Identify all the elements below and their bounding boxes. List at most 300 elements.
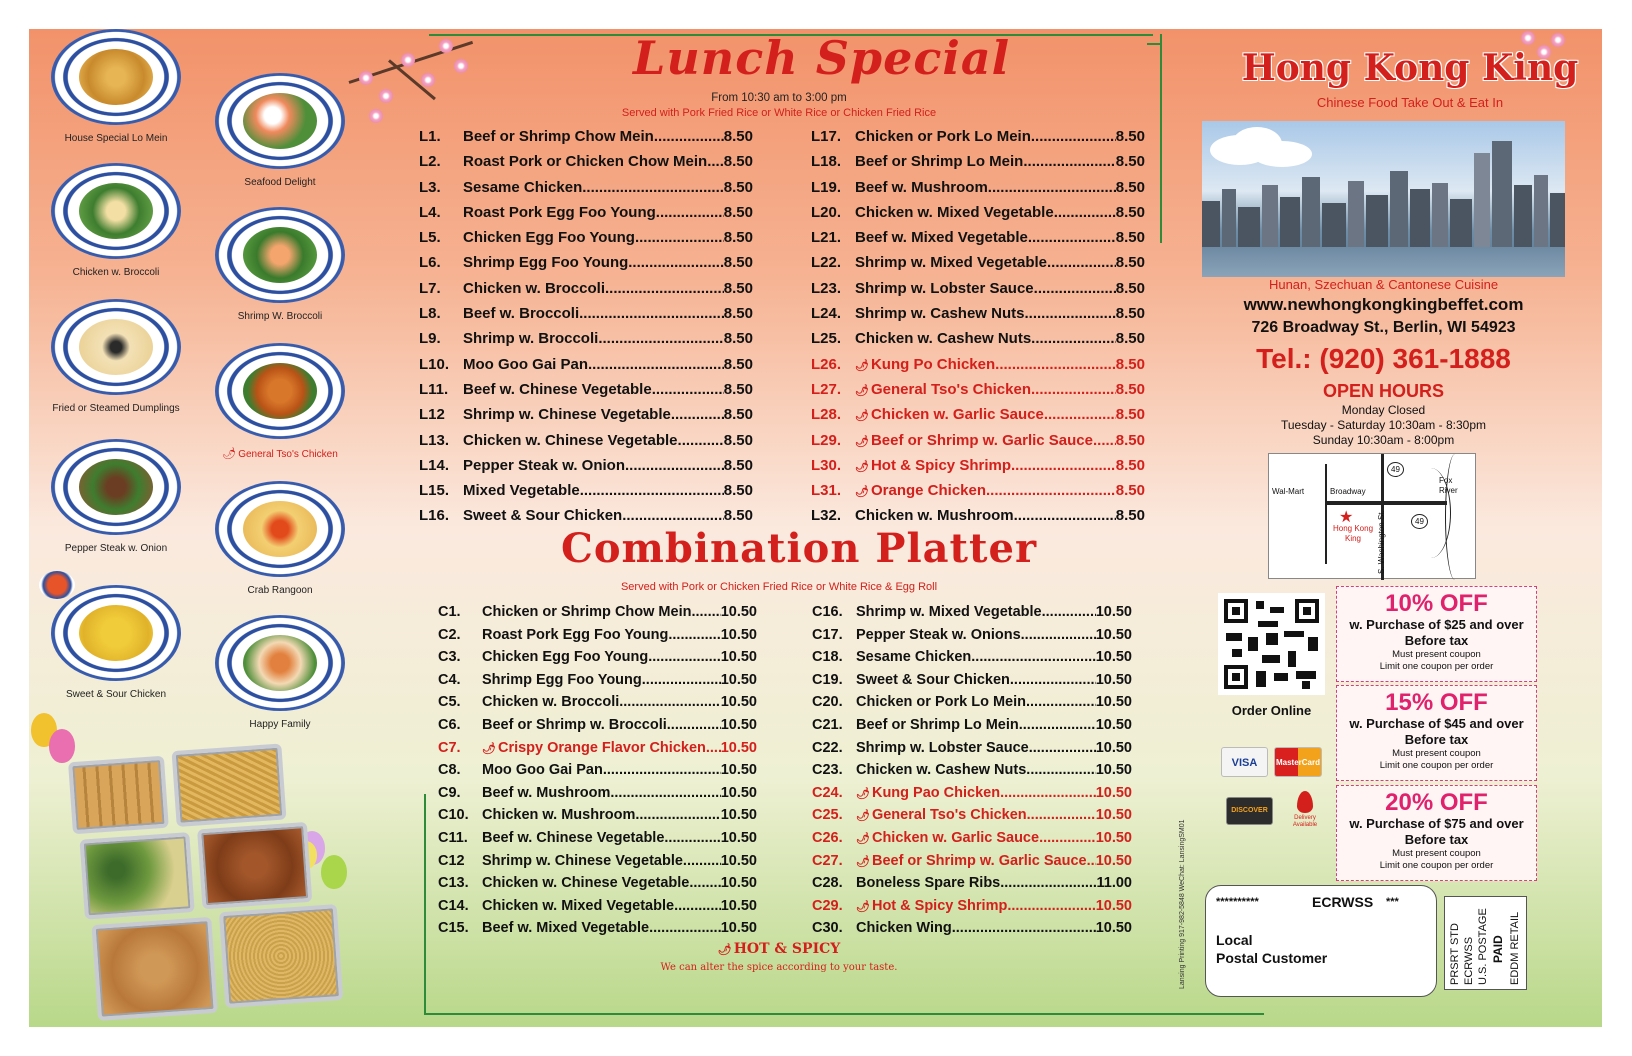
item-name: Chicken or Pork Lo Mein [855, 128, 1031, 145]
menu-item [812, 759, 1132, 782]
item-price: 10.50 [1095, 716, 1132, 733]
dish-photo [205, 615, 355, 730]
item-name: Shrimp w. Cashew Nuts [855, 305, 1025, 323]
menu-item [812, 737, 1132, 760]
item-price: 8.50 [1115, 153, 1145, 171]
menu-item [419, 377, 753, 402]
hours-line: Monday Closed [1341, 403, 1426, 417]
menu-flyer [29, 29, 1602, 1027]
dish-photo [41, 163, 191, 278]
item-code: L1. [419, 128, 441, 145]
plate-image [51, 163, 181, 259]
dish-caption: Happy Family [249, 719, 311, 730]
coupon-note: Limit one coupon per order [1379, 860, 1494, 871]
item-name: Chicken w. Mixed Vegetable [855, 203, 1054, 221]
chili-pepper-icon: 🌶 [717, 943, 732, 956]
leader-dots [691, 601, 720, 624]
menu-item [419, 149, 753, 174]
item-code: L4. [419, 203, 441, 221]
dish-photo [41, 29, 191, 144]
item-price: 8.50 [1115, 456, 1145, 474]
item-code: L3. [419, 178, 441, 196]
item-name: Beef or Shrimp Chow Mein [463, 128, 654, 145]
item-price: 10.50 [720, 604, 757, 620]
item-name: Beef w. Mixed Vegetable [482, 920, 650, 937]
item-name: Pepper Steak w. Onions [856, 626, 1021, 643]
item-code: C12 [438, 852, 465, 869]
item-name: Moo Goo Gai Pan [482, 762, 603, 779]
dish-photo [41, 439, 191, 554]
item-name: Beef w. Chinese Vegetable [482, 829, 665, 846]
leader-dots [1042, 601, 1096, 624]
restaurant-name: Hong Kong King [1241, 47, 1579, 89]
menu-item [811, 402, 1145, 427]
leader-dots [671, 402, 724, 427]
visa-card-icon: VISA [1221, 747, 1268, 777]
item-code: L8. [419, 305, 441, 323]
map-label-washington: S. Washington St. [1377, 510, 1386, 574]
chili-pepper-icon: 🌶 [856, 900, 870, 913]
leader-dots [625, 453, 724, 478]
frame-line [1147, 43, 1161, 45]
leader-dots [1047, 250, 1116, 275]
item-price: 8.50 [723, 305, 753, 323]
item-price: 11.00 [1096, 875, 1132, 892]
coupon-note: Limit one coupon per order [1379, 661, 1494, 672]
leader-dots [603, 759, 721, 782]
item-price: 8.50 [1115, 406, 1145, 424]
leader-dots [1034, 276, 1116, 301]
item-price: 8.50 [1115, 229, 1145, 247]
permit-line: PAID [1491, 935, 1505, 963]
menu-item [812, 624, 1132, 647]
item-price: 8.50 [1115, 279, 1145, 297]
menu-item [811, 276, 1145, 301]
item-price: 10.50 [720, 852, 757, 869]
item-code: C8. [438, 762, 461, 779]
dish-caption: Chicken w. Broccoli [72, 267, 160, 278]
discount-coupon[interactable] [1336, 785, 1537, 881]
menu-item [419, 276, 753, 301]
item-code: C15. [438, 920, 469, 937]
item-name: Shrimp Egg Foo Young [482, 671, 642, 688]
leader-dots [1019, 714, 1096, 737]
item-name: Beef w. Chinese Vegetable [463, 380, 652, 398]
postal-line-customer: Postal Customer [1216, 950, 1328, 966]
leader-dots [628, 250, 724, 275]
item-code: C30. [812, 920, 843, 937]
map-label-river: Fox River [1439, 476, 1458, 495]
dish-caption: Pepper Steak w. Onion [64, 543, 168, 554]
frame-line [424, 794, 426, 1014]
item-name: Beef or Shrimp w. Broccoli [482, 716, 667, 733]
item-name: Shrimp Egg Foo Young [463, 254, 629, 272]
item-code: L13. [419, 431, 450, 449]
menu-item [438, 872, 757, 895]
item-code: L15. [419, 482, 450, 500]
item-name: Roast Pork or Chicken Chow Mein [463, 153, 708, 171]
lunch-served-with: Served with Pork Fried Rice or White Rice or Chicken Fried Rice [621, 107, 937, 119]
hours-line: Sunday 10:30am - 8:00pm [1312, 433, 1455, 447]
delivery-text: Delivery Available [1292, 815, 1318, 828]
coupon-tax-note: Before tax [1404, 633, 1469, 648]
item-name: Beef w. Mixed Vegetable [855, 229, 1028, 247]
item-price: 8.50 [1115, 178, 1145, 196]
menu-item [811, 250, 1145, 275]
item-code: C9. [438, 784, 461, 801]
route-49-badge: 49 [1411, 514, 1428, 529]
item-code: L30. [811, 456, 842, 474]
item-code: L11. [419, 380, 449, 398]
item-name: Chicken w. Mixed Vegetable [482, 897, 675, 914]
leader-dots [668, 624, 720, 647]
item-name: Shrimp w. Lobster Sauce [855, 279, 1034, 297]
item-code: L32. [811, 507, 842, 525]
menu-item [438, 624, 757, 647]
item-price: 10.50 [720, 829, 757, 846]
coupon-tax-note: Before tax [1404, 732, 1469, 747]
item-code: L18. [811, 153, 842, 171]
item-price: 10.50 [1095, 626, 1132, 643]
chili-pepper-icon: 🌶 [222, 448, 237, 460]
item-code: L9. [419, 330, 441, 348]
item-price: 10.50 [720, 694, 757, 711]
menu-item [812, 782, 1132, 805]
lunch-special-title: Lunch Special [633, 31, 1011, 85]
postal-line-local: Local [1216, 932, 1253, 948]
plate-image [51, 29, 181, 125]
leader-dots [1093, 428, 1116, 453]
item-price: 10.50 [720, 626, 757, 643]
item-code: L24. [811, 305, 842, 323]
chili-pepper-icon: 🌶 [855, 384, 869, 397]
plate-image [215, 73, 345, 169]
combo-list-right [812, 601, 1132, 940]
menu-item [419, 428, 753, 453]
item-name: Pepper Steak w. Onion [463, 456, 625, 474]
hong-kong-skyline-photo [1202, 121, 1565, 277]
leader-dots [648, 646, 720, 669]
item-price: 8.50 [1115, 330, 1145, 348]
menu-item [811, 377, 1145, 402]
item-price: 8.50 [723, 406, 753, 424]
combo-list-left [438, 601, 757, 940]
item-name: 🌶 Beef or Shrimp w. Garlic Sauce [855, 431, 1093, 449]
phone-number[interactable]: Tel.: (920) 361-1888 [1256, 343, 1511, 374]
dish-photo [41, 585, 191, 700]
dish-caption: House Special Lo Mein [64, 133, 168, 144]
item-code: L23. [811, 279, 842, 297]
item-code: C21. [812, 716, 843, 733]
leader-dots [1026, 691, 1096, 714]
leader-dots [971, 646, 1095, 669]
item-price: 8.50 [1115, 203, 1145, 221]
item-name: Chicken Egg Foo Young [463, 229, 635, 247]
leader-dots [988, 175, 1116, 200]
leader-dots [652, 377, 724, 402]
combo-served-with: Served with Pork or Chicken Fried Rice or White Rice & Egg Roll [620, 581, 938, 593]
leader-dots [1021, 624, 1096, 647]
item-name: Shrimp w. Mixed Vegetable [856, 604, 1042, 620]
item-name: Beef w. Mushroom [482, 784, 611, 801]
item-name: Sesame Chicken [463, 178, 583, 196]
plate-image [215, 343, 345, 439]
item-price: 10.50 [720, 649, 757, 666]
item-code: C20. [812, 694, 843, 711]
menu-item [812, 850, 1132, 873]
leader-dots [1028, 225, 1116, 250]
flame-icon [1297, 791, 1313, 813]
coupon-note: Limit one coupon per order [1379, 760, 1494, 771]
cuisine-line: Hunan, Szechuan & Cantonese Cuisine [1268, 277, 1499, 292]
coupon-tax-note: Before tax [1404, 832, 1469, 847]
combination-platter-title: Combination Platter [561, 525, 1038, 572]
menu-item [438, 917, 757, 940]
leader-dots [689, 872, 720, 895]
item-name: Beef w. Mushroom [855, 178, 988, 196]
item-price: 10.50 [1095, 649, 1132, 666]
menu-item [811, 478, 1145, 503]
item-code: L26. [811, 355, 842, 373]
item-code: C10. [438, 807, 469, 824]
item-price: 8.50 [1115, 128, 1145, 145]
item-price: 8.50 [723, 254, 753, 272]
menu-item [812, 601, 1132, 624]
item-name: 🌶 Kung Pao Chicken [856, 784, 1001, 801]
lunch-list-left [419, 124, 753, 529]
item-code: C16. [812, 604, 843, 620]
chili-pepper-icon: 🌶 [855, 460, 869, 473]
item-name: 🌶 Chicken w. Garlic Sauce [856, 829, 1040, 846]
map-label-walmart: Wal-Mart [1272, 487, 1305, 496]
hot-spicy-legend: 🌶 HOT & SPICY [717, 941, 841, 957]
dish-photo [205, 343, 355, 460]
menu-item [438, 737, 757, 760]
item-price: 10.50 [720, 762, 757, 779]
balloon-decoration [49, 729, 75, 763]
item-name: Sweet & Sour Chicken [463, 507, 623, 525]
frame-line [1160, 34, 1162, 243]
item-name: 🌶 General Tso's Chicken [856, 807, 1027, 824]
item-name: 🌶 Beef or Shrimp w. Garlic Sauce [856, 852, 1087, 869]
open-hours-title: OPEN HOURS [1322, 381, 1445, 401]
item-code: C22. [812, 739, 843, 756]
chili-pepper-icon: 🌶 [855, 486, 869, 499]
item-name: Chicken w. Chinese Vegetable [482, 875, 690, 892]
item-code: C3. [438, 649, 461, 666]
item-code: C29. [812, 897, 843, 914]
coupon-note: Must present coupon [1392, 848, 1481, 859]
coupon-condition: w. Purchase of $45 and over [1349, 716, 1524, 731]
leader-dots [642, 669, 721, 692]
item-name: Shrimp w. Lobster Sauce [856, 739, 1029, 756]
plate-image [215, 207, 345, 303]
item-price: 10.50 [720, 716, 757, 733]
item-price: 8.50 [1115, 507, 1145, 525]
item-code: L25. [811, 330, 842, 348]
item-price: 8.50 [723, 380, 753, 398]
leader-dots [952, 917, 1096, 940]
menu-item [811, 301, 1145, 326]
leader-dots [579, 301, 724, 326]
leader-dots [610, 782, 720, 805]
permit-line: ECRWSS [1463, 936, 1475, 985]
coupon-discount: 15% OFF [1385, 689, 1488, 716]
menu-item [419, 326, 753, 351]
discount-coupon[interactable] [1336, 586, 1537, 682]
item-name: Chicken w. Chinese Vegetable [463, 431, 678, 449]
frame-line [424, 1013, 1264, 1015]
leader-dots [649, 917, 721, 940]
plate-image [51, 299, 181, 395]
item-code: L2. [419, 153, 441, 171]
menu-item [438, 646, 757, 669]
party-trays-photo [68, 740, 404, 1027]
website-link[interactable]: www.newhongkongkingbeffet.com [1243, 295, 1524, 314]
item-price: 8.50 [1115, 431, 1145, 449]
menu-item [812, 895, 1132, 918]
leader-dots [986, 478, 1116, 503]
item-name: Roast Pork Egg Foo Young [463, 203, 656, 221]
delivery-badge [1285, 791, 1325, 831]
item-code: L28. [811, 406, 842, 424]
item-code: L5. [419, 229, 441, 247]
star-marker-icon: ★ [1339, 509, 1354, 526]
item-name: 🌶 Kung Po Chicken [855, 355, 996, 373]
postal-ecrwss: ECRWSS [1312, 894, 1374, 910]
item-name: 🌶 Chicken w. Garlic Sauce [855, 406, 1044, 424]
item-price: 10.50 [1095, 604, 1132, 620]
lunch-list-right [811, 124, 1145, 529]
menu-item [811, 124, 1145, 149]
item-price: 8.50 [723, 178, 753, 196]
item-code: L31. [811, 482, 842, 500]
menu-item [438, 669, 757, 692]
item-price: 10.50 [720, 897, 757, 914]
item-name: Chicken w. Mushroom [855, 507, 1014, 525]
dish-photo [205, 73, 355, 188]
item-code: L6. [419, 254, 441, 272]
item-price: 8.50 [723, 229, 753, 247]
menu-item [419, 250, 753, 275]
leader-dots [1010, 669, 1096, 692]
leader-dots [580, 478, 724, 503]
item-code: C7. [438, 739, 461, 756]
postal-stars-right: *** [1386, 896, 1399, 908]
chili-pepper-icon: 🌶 [856, 787, 870, 800]
item-code: L7. [419, 279, 441, 297]
item-price: 8.50 [1115, 305, 1145, 323]
leader-dots [706, 737, 721, 760]
menu-item [812, 669, 1132, 692]
item-price: 10.50 [1095, 671, 1132, 688]
item-name: Chicken or Shrimp Chow Mein [482, 604, 692, 620]
item-code: C23. [812, 762, 843, 779]
dish-photo [205, 207, 355, 322]
item-name: 🌶 Orange Chicken [855, 482, 987, 500]
item-code: L16. [419, 507, 450, 525]
menu-item [438, 691, 757, 714]
item-code: C17. [812, 626, 843, 643]
item-price: 10.50 [1095, 739, 1132, 756]
coupon-discount: 10% OFF [1385, 590, 1488, 617]
item-name: Moo Goo Gai Pan [463, 355, 589, 373]
item-name: Shrimp w. Chinese Vegetable [463, 406, 671, 424]
item-price: 8.50 [723, 128, 753, 145]
hours-line: Tuesday - Saturday 10:30am - 8:30pm [1281, 418, 1486, 432]
menu-item [419, 225, 753, 250]
postal-address-box [1205, 885, 1437, 997]
permit-line: EDDM RETAIL [1509, 911, 1521, 985]
menu-item [811, 225, 1145, 250]
item-code: C19. [812, 671, 843, 688]
leader-dots [1039, 827, 1096, 850]
coupon-note: Must present coupon [1392, 649, 1481, 660]
menu-item [811, 352, 1145, 377]
item-price: 10.50 [1095, 920, 1132, 937]
chili-pepper-icon: 🌶 [855, 410, 869, 423]
item-name: Mixed Vegetable [463, 482, 580, 500]
menu-item [811, 200, 1145, 225]
plate-image [51, 439, 181, 535]
chili-pepper-icon: 🌶 [855, 435, 869, 448]
menu-item [812, 872, 1132, 895]
menu-item [419, 124, 753, 149]
discover-card-icon: DISCOVER [1226, 797, 1273, 825]
item-name: Chicken or Pork Lo Mein [856, 694, 1026, 711]
item-code: C18. [812, 649, 843, 666]
postage-permit [1444, 896, 1527, 990]
discount-coupon[interactable] [1336, 685, 1537, 781]
item-code: L17. [811, 128, 842, 145]
qr-code[interactable] [1218, 593, 1325, 695]
menu-item [812, 714, 1132, 737]
menu-item [812, 691, 1132, 714]
item-price: 10.50 [720, 739, 757, 756]
item-code: C5. [438, 694, 461, 711]
leader-dots [1031, 124, 1116, 149]
item-name: Chicken w. Cashew Nuts [855, 330, 1032, 348]
dish-caption: Crab Rangoon [247, 585, 313, 596]
map-marker-label: Hong Kong King [1332, 524, 1374, 543]
item-name: Shrimp w. Broccoli [463, 330, 599, 348]
leader-dots [683, 850, 721, 873]
item-name: Shrimp w. Mixed Vegetable [855, 254, 1047, 272]
item-price: 8.50 [1115, 355, 1145, 373]
item-name: Chicken w. Cashew Nuts [856, 762, 1027, 779]
item-price: 10.50 [720, 920, 757, 937]
item-price: 10.50 [1095, 829, 1132, 846]
plate-image [215, 615, 345, 711]
leader-dots [1000, 782, 1096, 805]
leader-dots [1054, 200, 1116, 225]
item-price: 8.50 [1115, 380, 1145, 398]
item-price: 8.50 [723, 507, 753, 525]
coupon-discount: 20% OFF [1385, 789, 1488, 816]
plate-image [51, 585, 181, 681]
chili-pepper-icon: 🌶 [855, 359, 869, 372]
order-online-label[interactable]: Order Online [1231, 703, 1312, 718]
route-49-badge: 49 [1387, 462, 1404, 477]
leader-dots [995, 352, 1116, 377]
item-code: C24. [812, 784, 843, 801]
item-code: L29. [811, 431, 842, 449]
item-code: L22. [811, 254, 842, 272]
item-code: C14. [438, 897, 469, 914]
item-code: C11. [438, 829, 468, 846]
leader-dots [1026, 759, 1095, 782]
leader-dots [1031, 377, 1116, 402]
